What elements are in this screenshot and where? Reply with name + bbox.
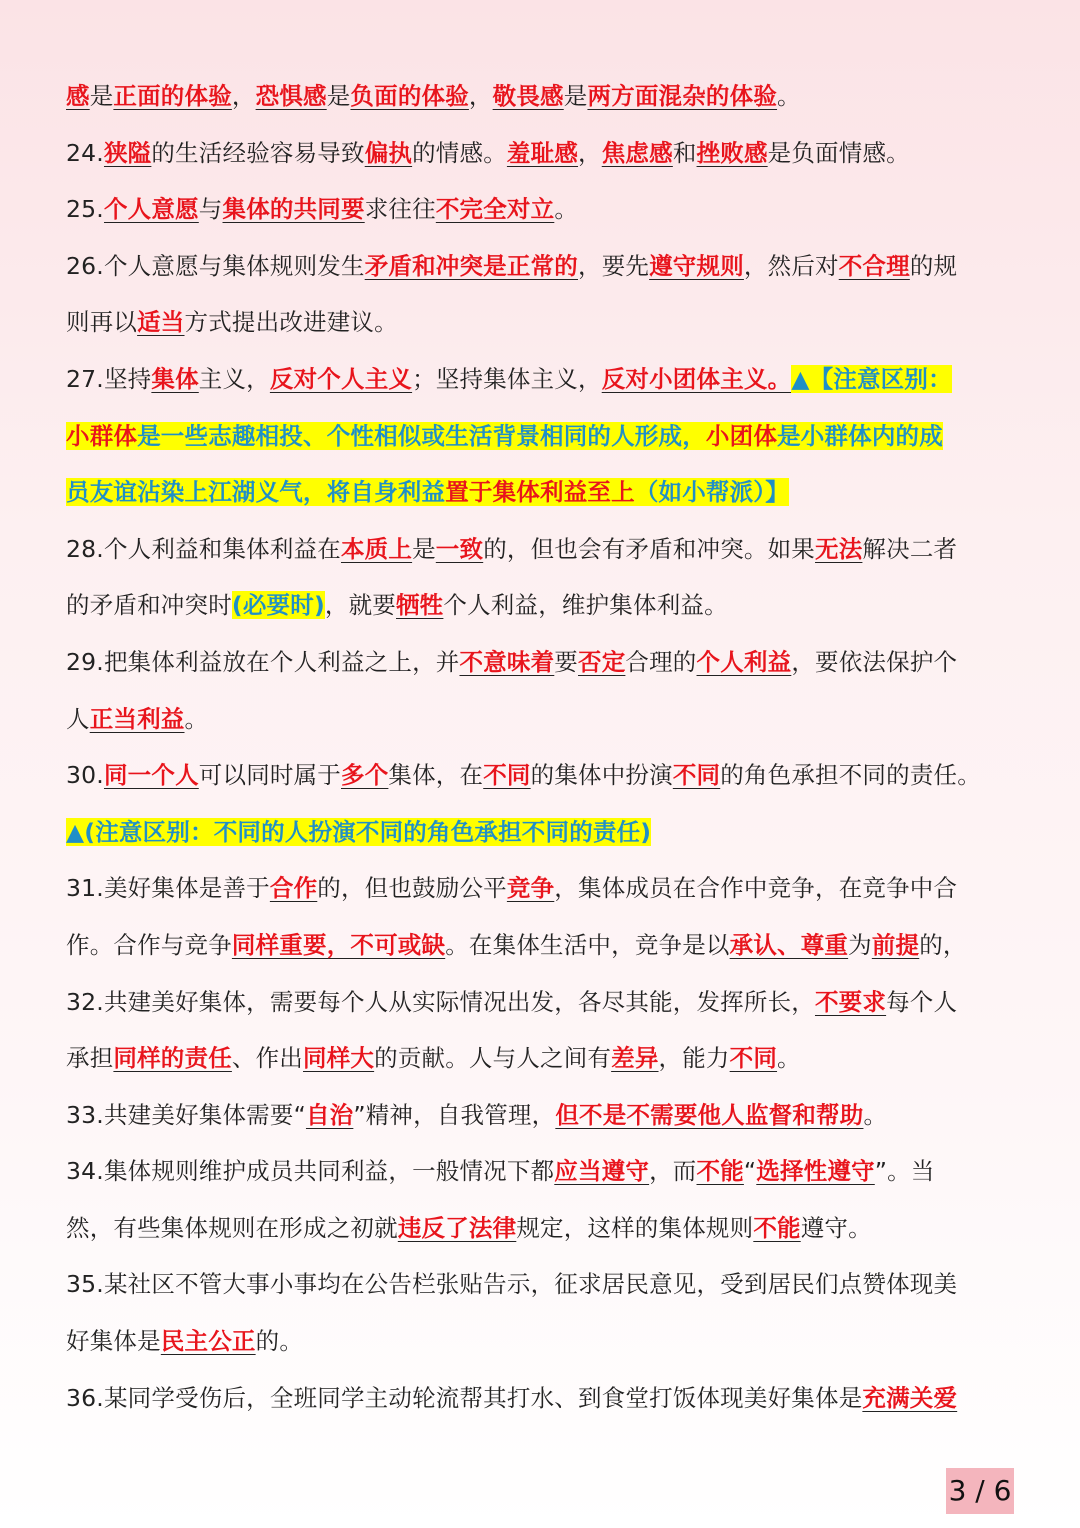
body-text: ，要先 (578, 251, 650, 280)
body-text: 则再以 (66, 308, 138, 337)
highlighted-text: 同样重要，不可或缺 (231, 930, 446, 959)
body-text: 求往往 (364, 195, 436, 224)
body-text: 24. (66, 138, 104, 167)
highlighted-text: 是一些志趣相投、个性相似或生活背景相同的人形成， (137, 421, 706, 450)
body-text: ，而 (649, 1157, 697, 1186)
body-text: 。 (863, 1100, 888, 1129)
highlighted-text: 不同 (672, 761, 721, 790)
highlighted-text: 民主公正 (160, 1327, 256, 1356)
body-text: ， (468, 82, 493, 110)
body-text: 可以同时属于 (198, 761, 341, 790)
body-text: 的，但也会有矛盾和冲突。如果 (483, 534, 816, 563)
highlighted-text: 感 (66, 82, 90, 110)
body-text: 29.把集体利益放在个人利益之上，并 (66, 647, 460, 676)
text-line (66, 294, 1026, 351)
text-line (66, 917, 1026, 974)
body-text: 主义， (198, 364, 270, 393)
highlighted-text: 小团体 (705, 421, 778, 450)
highlighted-text: 差异 (611, 1044, 659, 1073)
highlighted-text: 不完全对立 (435, 195, 555, 224)
body-text: 解决二者 (862, 534, 958, 563)
body-text: 的情感。 (412, 138, 507, 167)
body-text: 的规 (909, 251, 958, 280)
body-text: 25. (66, 195, 104, 224)
highlighted-text: 狭隘 (103, 138, 152, 167)
highlighted-text: 不同 (483, 761, 531, 790)
highlighted-text: 集体的共同要 (222, 195, 365, 224)
body-text: 的矛盾和冲突时 (66, 591, 232, 620)
highlighted-text: 反对个人主义 (269, 364, 413, 393)
text-line (66, 1087, 1026, 1144)
highlighted-text: 矛盾和冲突是正常的 (364, 251, 578, 280)
highlighted-text: （如小帮派）】 (634, 478, 789, 507)
body-text: 的集体中扮演 (530, 761, 673, 790)
text-line (66, 974, 1026, 1031)
body-text: 方式提出改进建议。 (184, 308, 398, 337)
body-text: ；坚持集体主义， (412, 364, 602, 393)
body-text: 作。合作与竞争 (66, 930, 232, 959)
highlighted-text: 小群体 (66, 421, 138, 450)
highlighted-text: 选择性遵守 (756, 1157, 875, 1186)
body-text: 26.个人意愿与集体规则发生 (66, 251, 365, 280)
body-text: 。在集体生活中，竞争是以 (445, 930, 730, 959)
text-line (66, 1200, 1026, 1257)
text-line (66, 577, 1026, 634)
highlighted-text: 多个 (341, 761, 389, 790)
body-text: 33.共建美好集体需要“ (66, 1100, 306, 1129)
body-text: 个人利益，维护集体利益。 (443, 591, 728, 620)
body-text: 集体，在 (388, 761, 484, 790)
highlighted-text: 否定 (578, 647, 626, 676)
body-text: 为 (848, 930, 872, 959)
text-line (66, 1313, 1026, 1370)
highlighted-text: 羞耻感 (506, 138, 579, 167)
highlighted-text: (必要时) (231, 591, 325, 620)
body-text: ，就要 (324, 591, 396, 620)
body-text: 然，有些集体规则在形成之初就 (66, 1213, 398, 1242)
body-text: ”精神，自我管理， (353, 1100, 556, 1129)
text-line (66, 804, 1026, 861)
text-line (66, 1143, 1026, 1200)
highlighted-text: 负面的体验 (350, 82, 469, 110)
highlighted-text: 是小群体内的成 (777, 421, 943, 450)
body-text: ”。当 (874, 1157, 935, 1186)
highlighted-text: 不能 (753, 1213, 801, 1242)
page-number-badge: 3 / 6 (946, 1468, 1014, 1514)
highlighted-text: 同样的责任 (113, 1044, 232, 1073)
body-text: 的。 (255, 1327, 304, 1356)
body-text: 的生活经验容易导致 (151, 138, 365, 167)
highlighted-text: 同一个人 (103, 761, 199, 790)
highlighted-text: 敬畏感 (492, 82, 564, 110)
body-text: 。 (777, 82, 801, 110)
body-text: 是负面情感。 (767, 138, 910, 167)
text-line (66, 68, 1026, 125)
body-text: 30. (66, 761, 104, 790)
highlighted-text: 正面的体验 (113, 82, 232, 110)
highlighted-text: 一致 (435, 534, 484, 563)
highlighted-text: 不能 (696, 1157, 744, 1186)
body-text: 31.美好集体是善于 (66, 874, 270, 903)
body-text: 。 (777, 1044, 801, 1073)
body-text: “ (743, 1157, 757, 1186)
highlighted-text: 不同 (729, 1044, 778, 1073)
body-text: ， (231, 82, 256, 110)
body-text: 的，但也鼓励公平 (317, 874, 507, 903)
body-text: 是 (326, 82, 351, 110)
highlighted-text: 充满关爱 (862, 1383, 958, 1412)
highlighted-text: 员友谊沾染上江湖义气，将自身利益 (66, 478, 446, 507)
body-text: 35.某社区不管大事小事均在公告栏张贴告示，征求居民意见，受到居民们点赞体现美 (66, 1270, 958, 1299)
text-line (66, 1030, 1026, 1087)
body-text: ，集体成员在合作中竞争，在竞争中合 (554, 874, 958, 903)
body-text: 合理的 (625, 647, 697, 676)
text-line (66, 860, 1026, 917)
body-text: ， (578, 138, 602, 167)
body-text: 、作出 (231, 1044, 304, 1073)
highlighted-text: 承认、尊重 (729, 930, 849, 959)
body-text: 28.个人利益和集体利益在 (66, 534, 341, 563)
body-text: 承担 (66, 1044, 114, 1073)
text-line (66, 521, 1026, 578)
highlighted-text: 遵守规则 (649, 251, 744, 280)
highlighted-text: 个人利益 (696, 647, 792, 676)
highlighted-text: 竞争 (506, 874, 555, 903)
highlighted-text: ▲(注意区别：不同的人扮演不同的角色承担不同的责任) (66, 817, 652, 846)
highlighted-text: 违反了法律 (397, 1213, 517, 1242)
highlighted-text: 无法 (815, 534, 863, 563)
highlighted-text: 正当利益 (89, 704, 185, 733)
text-line (66, 747, 1026, 804)
text-line (66, 464, 1026, 521)
body-text: ，要依法保护个 (791, 647, 958, 676)
body-text: 是 (412, 534, 436, 563)
body-text: 规定，这样的集体规则 (516, 1213, 754, 1242)
body-text: 是 (89, 82, 114, 110)
text-line (66, 634, 1026, 691)
body-text: 遵守。 (800, 1213, 872, 1242)
body-text: 。 (184, 704, 209, 733)
text-line (66, 691, 1026, 748)
highlighted-text: 但不是不需要他人监督和帮助 (555, 1100, 864, 1129)
body-text: 和 (672, 138, 697, 167)
body-text: 人 (66, 704, 90, 733)
highlighted-text: 自治 (305, 1100, 354, 1129)
text-line (66, 351, 1026, 408)
highlighted-text: ▲【注意区别： (791, 364, 952, 393)
body-text: 32.共建美好集体，需要每个人从实际情况出发，各尽其能，发挥所长， (66, 987, 815, 1016)
highlighted-text: 牺牲 (396, 591, 444, 620)
highlighted-text: 合作 (269, 874, 318, 903)
body-text: ，然后对 (743, 251, 839, 280)
highlighted-text: 个人意愿 (103, 195, 199, 224)
body-text: 是 (563, 82, 588, 110)
document-body (66, 68, 1026, 1426)
highlighted-text: 挫败感 (696, 138, 768, 167)
highlighted-text: 同样大 (303, 1044, 375, 1073)
body-text: 每个人 (886, 987, 958, 1016)
body-text: 要 (554, 647, 578, 676)
body-text: 的贡献。人与人之间有 (374, 1044, 612, 1073)
text-line (66, 125, 1026, 182)
text-line (66, 181, 1026, 238)
body-text: 好集体是 (66, 1327, 161, 1356)
text-line (66, 408, 1026, 465)
body-text: 与 (198, 195, 223, 224)
highlighted-text: 两方面混杂的体验 (587, 82, 778, 110)
body-text: 。 (554, 195, 579, 224)
highlighted-text: 前提 (871, 930, 920, 959)
highlighted-text: 焦虑感 (601, 138, 673, 167)
body-text: 36.某同学受伤后，全班同学主动轮流帮其打水、到食堂打饭体现美好集体是 (66, 1383, 863, 1412)
body-text: 的角色承担不同的责任。 (720, 761, 981, 790)
body-text: 34.集体规则维护成员共同利益，一般情况下都 (66, 1157, 555, 1186)
highlighted-text: 不合理 (838, 251, 910, 280)
highlighted-text: 反对小团体主义。 (601, 364, 792, 393)
highlighted-text: 偏执 (364, 138, 413, 167)
text-line (66, 1256, 1026, 1313)
highlighted-text: 不要求 (814, 987, 887, 1016)
text-line (66, 238, 1026, 295)
highlighted-text: 恐惧感 (255, 82, 327, 110)
highlighted-text: 适当 (137, 308, 185, 337)
highlighted-text: 应当遵守 (554, 1157, 650, 1186)
highlighted-text: 置于集体利益至上 (445, 478, 635, 507)
highlighted-text: 集体 (151, 364, 199, 393)
text-line (66, 1370, 1026, 1427)
body-text: 的， (919, 930, 967, 959)
body-text: 27.坚持 (66, 364, 152, 393)
highlighted-text: 本质上 (340, 534, 413, 563)
highlighted-text: 不意味着 (459, 647, 555, 676)
body-text: ，能力 (658, 1044, 730, 1073)
